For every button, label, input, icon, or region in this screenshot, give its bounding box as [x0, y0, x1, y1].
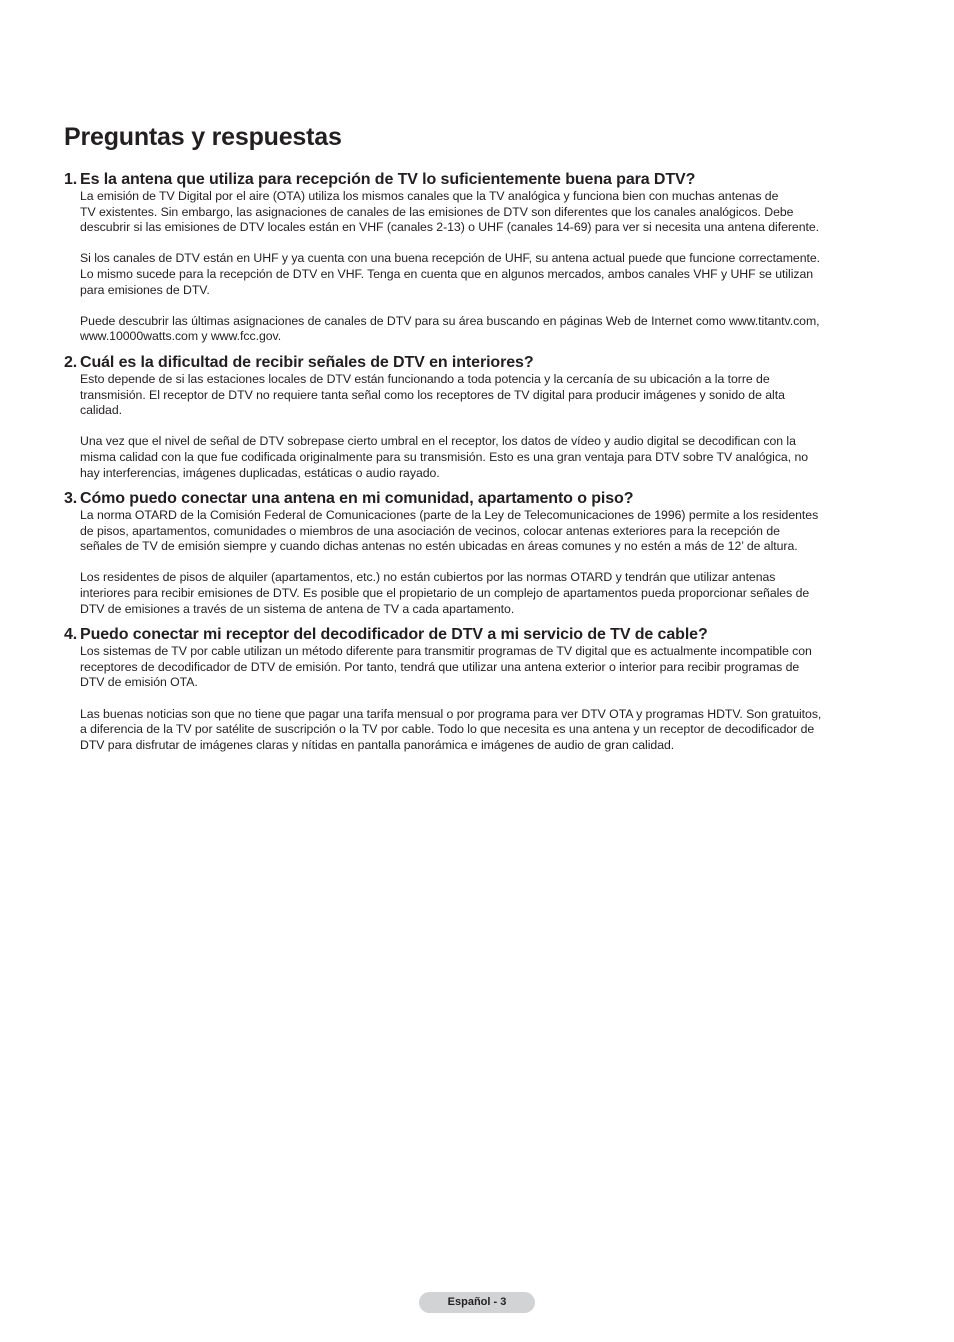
answer-paragraph: Si los canales de DTV están en UHF y ya cuenta con una buena recepción de UHF, su antena actual puede que funcione correctamente. Lo mismo sucede para la recepción de DTV en VHF. Tenga en cuenta que en algunos mercados, ambos canales VHF y UHF se utilizan para emisiones de DTV. [80, 251, 821, 297]
question-text: Cuál es la dificultad de recibir señales de DTV en interiores? [80, 353, 534, 371]
qa-item-4 [64, 625, 890, 753]
question-number: 1. [64, 171, 78, 188]
answer-paragraph: Los residentes de pisos de alquiler (apartamentos, etc.) no están cubiertos por las normas OTARD y tendrán que utilizar antenas interiores para recibir emisiones de DTV. Es posible que el propietario de un complejo de apartamentos pueda proporcionar señales de DTV de emisiones a través de un sistema de antena de TV a cada apartamento. [80, 570, 810, 616]
question-text: Cómo puedo conectar una antena en mi comunidad, apartamento o piso? [80, 490, 634, 508]
answer [64, 644, 890, 753]
question-heading [64, 353, 890, 372]
answer-paragraph: Esto depende de si las estaciones locales de DTV están funcionando a toda potencia y la cercanía de su ubicación a la torre de transmisión. El receptor de DTV no requiere tanta señal como los receptores de TV digital para producir imágenes y sonido de alta calidad. [80, 371, 785, 418]
question-text: Puedo conectar mi receptor del decodificador de DTV a mi servicio de TV de cable? [80, 626, 708, 644]
answer-paragraph: La emisión de TV Digital por el aire (OTA) utiliza los mismos canales que la TV analógica y funciona bien con muchas antenas de TV existentes. Sin embargo, las asignaciones de canales de las emisiones de DTV son diferentes que los canales analógicos. Debe descubrir si las emisiones de DTV locales están en VHF (canales 2-13) o UHF (canales 14-69) para ver si necesita una antena diferente. [80, 189, 819, 235]
document-page [64, 120, 890, 761]
answer-paragraph: Puede descubrir las últimas asignaciones de canales de DTV para su área buscando en páginas Web de Internet como www.titantv.com, www.10000watts.com y www.fcc.gov. [80, 313, 820, 344]
question-heading [64, 489, 890, 508]
page-title: Preguntas y respuestas [64, 123, 342, 151]
question-number: 2. [64, 353, 78, 371]
answer-paragraph: Los sistemas de TV por cable utilizan un método diferente para transmitir programas de TV digital que es actualmente incompatible con receptores de decodificador de DTV de emisión. Por tanto, tendrá que utilizar una antena exterior o interior para recibir programas de DTV de emisión OTA. [80, 644, 812, 690]
answer [64, 372, 890, 481]
question-text: Es la antena que utiliza para recepción de TV lo suficientemente buena para DTV? [80, 171, 696, 188]
qa-item-1 [64, 170, 890, 345]
question-heading [64, 625, 890, 644]
qa-item-3 [64, 489, 890, 617]
answer [64, 508, 890, 617]
answer-paragraph: Una vez que el nivel de señal de DTV sobrepase cierto umbral en el receptor, los datos de vídeo y audio digital se decodifican con la misma calidad con la que fue codificada originalmente para su transmisión. Esto es una gran ventaja para DTV sobre TV analógica, no hay interferencias, imágenes duplicadas, estáticas o audio rayado. [80, 434, 809, 480]
answer [64, 189, 890, 345]
question-number: 4. [64, 626, 78, 644]
question-heading [64, 170, 890, 189]
answer-paragraph: Las buenas noticias son que no tiene que pagar una tarifa mensual o por programa para ver DTV OTA y programas HDTV. Son gratuitos, a diferencia de la TV por satélite de suscripción o la TV por cable. Todo lo que necesita es una antena y un receptor de decodificador de DTV para disfrutar de imágenes claras y nítidas en pantalla panorámica e imágenes de audio de gran calidad. [80, 706, 822, 752]
qa-item-2 [64, 353, 890, 481]
page-number-badge: Español - 3 [419, 1292, 535, 1313]
question-number: 3. [64, 490, 78, 508]
answer-paragraph: La norma OTARD de la Comisión Federal de Comunicaciones (parte de la Ley de Telecomunicaciones de 1996) permite a los residentes de pisos, apartamentos, comunidades o miembros de una asociación de vecinos, colocar antenas exteriores para la recepción de señales de TV de emisión siempre y cuando dichas antenas no estén ubicadas en áreas comunes y no estén a más de 12’ de altura. [80, 508, 819, 554]
